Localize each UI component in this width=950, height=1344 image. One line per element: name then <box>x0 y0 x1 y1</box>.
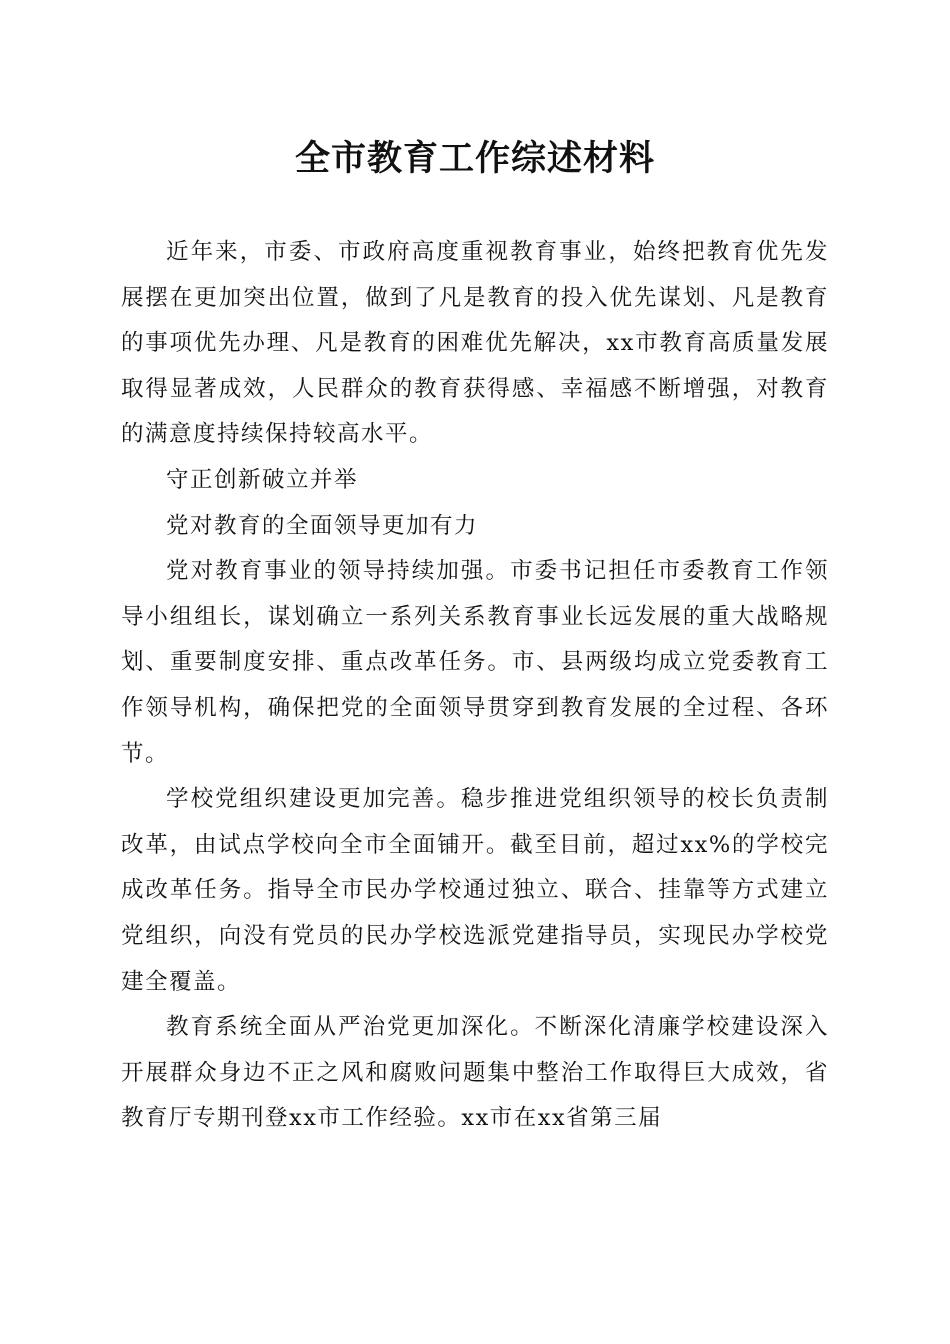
paragraph-intro: 近年来，市委、市政府高度重视教育事业，始终把教育优先发展摆在更加突出位置，做到了凡是教育的投入优先谋划、凡是教育的事项优先办理、凡是教育的困难优先解决，xx市教育高质量发展取得显著成效，人民群众的教育获得感、幸福感不断增强，对教育的满意度持续保持较高水平。 <box>121 239 829 448</box>
section-heading: 守正创新破立并举 <box>166 466 359 493</box>
paragraph-party-leadership: 党对教育事业的领导持续加强。市委书记担任市委教育工作领导小组组长，谋划确立一系列关系教育事业长远发展的重大战略规划、重要制度安排、重点改革任务。市、县两级均成立党委教育工作领导机构，确保把党的全面领导贯穿到教育发展的全过程、各环节。 <box>121 558 829 767</box>
paragraph-strict-governance: 教育系统全面从严治党更加深化。不断深化清廉学校建设深入开展群众身边不正之风和腐败问题集中整治工作取得巨大成效，省教育厅专期刊登xx市工作经验。xx市在xx省第三届 <box>121 1014 829 1132</box>
subsection-heading: 党对教育的全面领导更加有力 <box>166 512 479 539</box>
paragraph-school-party-building: 学校党组织建设更加完善。稳步推进党组织领导的校长负责制改革，由试点学校向全市全面铺开。截至目前，超过xx%的学校完成改革任务。指导全市民办学校通过独立、联合、挂靠等方式建立党组织，向没有党员的民办学校选派党建指导员，实现民办学校党建全覆盖。 <box>121 786 829 995</box>
document-title: 全市教育工作综述材料 <box>294 138 655 179</box>
document-body <box>121 230 829 1142</box>
